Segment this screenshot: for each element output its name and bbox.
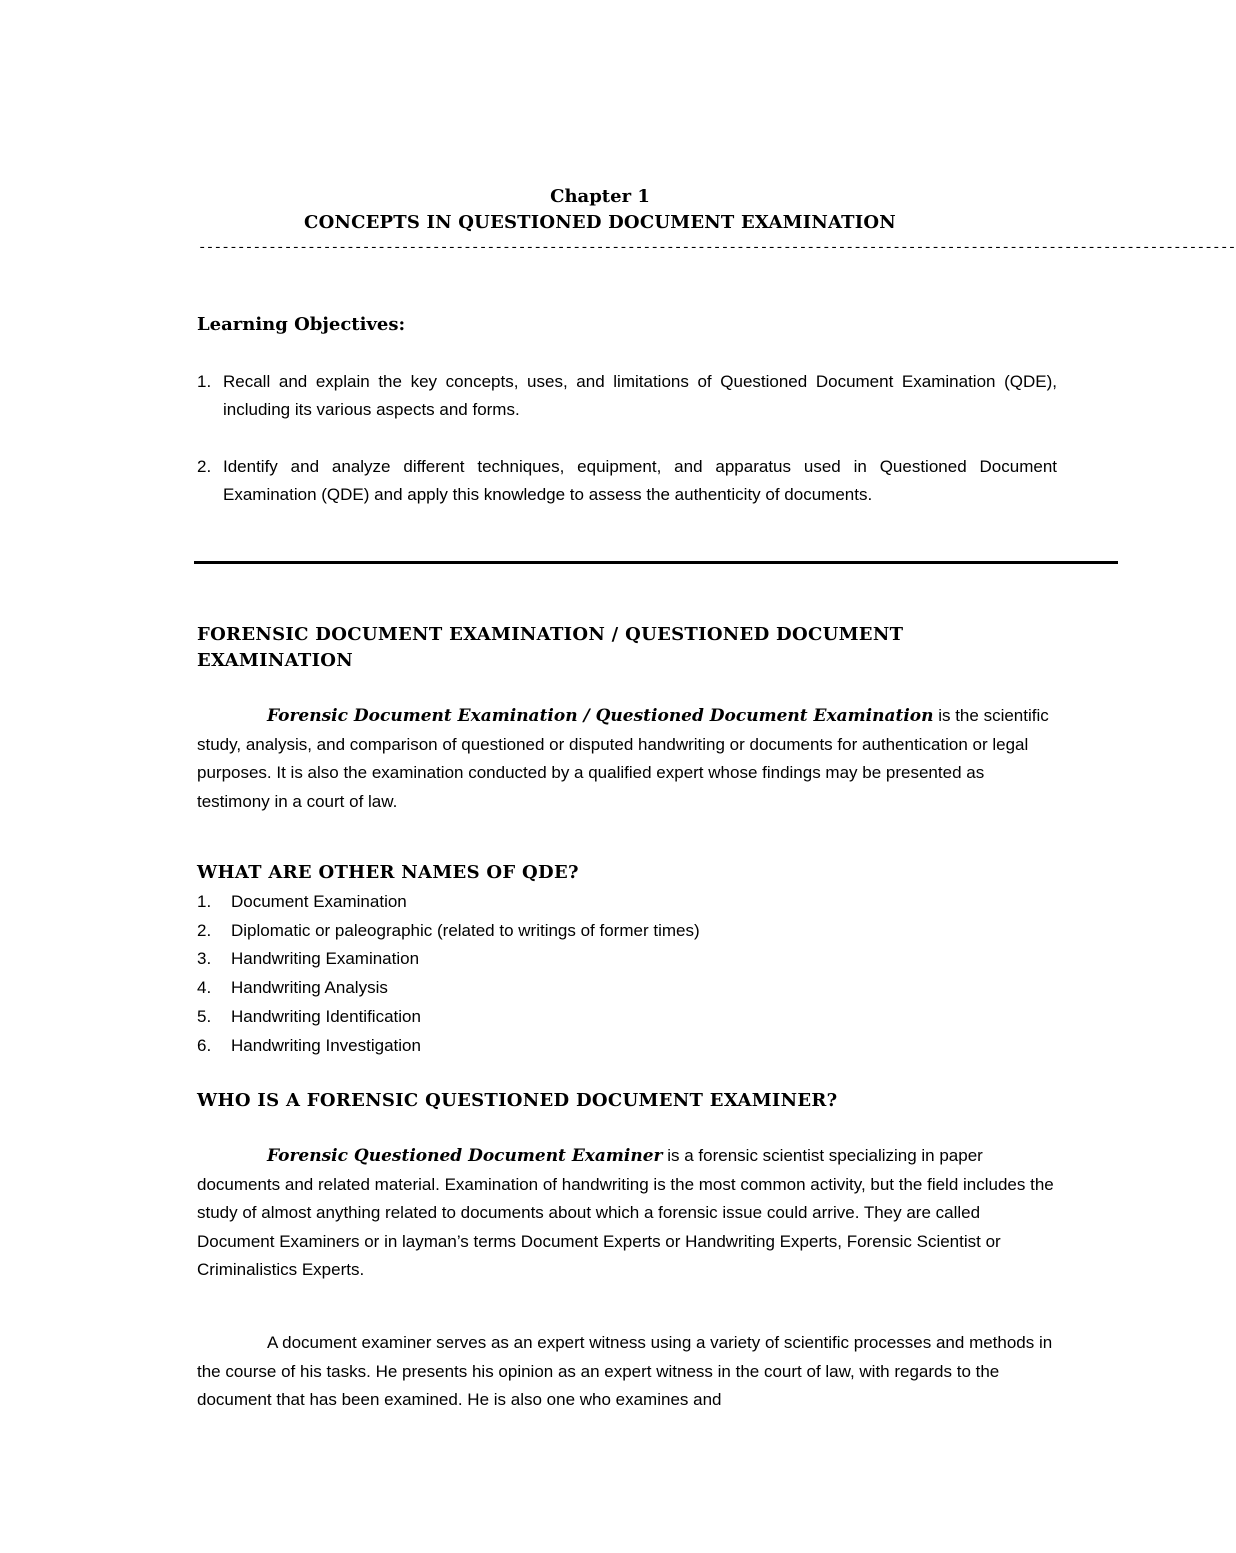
objectives-list-2 [197,453,1057,508]
list-number: 6. [197,1035,212,1055]
list-number: 1. [197,372,212,391]
other-names-list [197,888,700,1060]
list-text: Recall and explain the key concepts, uses, and limitations of Questioned Document Examination (QDE), including its various aspects and forms. [223,372,1057,419]
list-text: Handwriting Examination [231,949,420,969]
list-item [197,368,1057,423]
list-item [197,888,700,917]
list-item [197,974,700,1003]
list-item [197,1032,700,1061]
other-names-heading: WHAT ARE OTHER NAMES OF QDE? [197,862,579,883]
list-item [197,453,1057,508]
objectives-list [197,368,1057,423]
list-item [197,945,700,974]
fde-term: Forensic Document Examination / Questioned Document Examination [267,706,934,726]
examiner-heading: WHO IS A FORENSIC QUESTIONED DOCUMENT EXAMINER? [197,1090,838,1111]
fde-heading: FORENSIC DOCUMENT EXAMINATION / QUESTIONED DOCUMENT EXAMINATION [197,624,904,671]
examiner-term: Forensic Questioned Document Examiner [267,1146,663,1166]
fde-body: is the scientific study, analysis, and comparison of questioned or disputed handwriting or documents for authentication or legal purposes. It is also the examination conducted by a qualified expert whose findings may be presented as testimony in a court of law. [197,706,1049,811]
fde-definition [197,702,1057,816]
section-rule [194,561,1118,564]
examiner-para2-text: A document examiner serves as an expert witness using a variety of scientific processes and methods in the course of his tasks. He presents his opinion as an expert witness in the court of law, with regards to the document that has been examined. He is also one who examines and [197,1333,1053,1409]
list-number: 5. [197,1006,212,1026]
list-text: Document Examination [231,892,407,911]
list-text: Handwriting Identification [231,1006,421,1026]
list-number: 2. [197,457,212,476]
list-number: 1. [197,892,212,911]
list-number: 4. [197,978,212,998]
list-number: 3. [197,949,212,969]
chapter-number: Chapter 1 [550,186,650,207]
chapter-title: CONCEPTS IN QUESTIONED DOCUMENT EXAMINATION [304,212,896,233]
examiner-definition [197,1142,1057,1285]
list-text: Diplomatic or paleographic (related to writings of former times) [231,920,700,940]
list-item [197,917,700,946]
list-text: Handwriting Analysis [231,978,388,998]
list-text: Identify and analyze different techniques, equipment, and apparatus used in Questioned Document Examination (QDE) and apply this knowledge to assess the authenticity of documents. [223,457,1057,504]
learning-objectives-heading: Learning Objectives: [197,314,406,335]
list-text: Handwriting Investigation [231,1035,421,1055]
examiner-body: is a forensic scientist specializing in paper documents and related material. Examination of handwriting is the most common activity, but the field includes the study of almost anything related to documents about which a forensic issue could arrive. They are called Document Examiners or in layman’s terms Document Experts or Handwriting Experts, Forensic Scientist or Criminalistics Experts. [197,1146,1054,1279]
examiner-paragraph-2 [197,1329,1057,1415]
list-item [197,1003,700,1032]
list-number: 2. [197,920,212,940]
dashed-divider: ------------------------------------------------------------------------------------------------------------------------------------- [198,240,1236,256]
